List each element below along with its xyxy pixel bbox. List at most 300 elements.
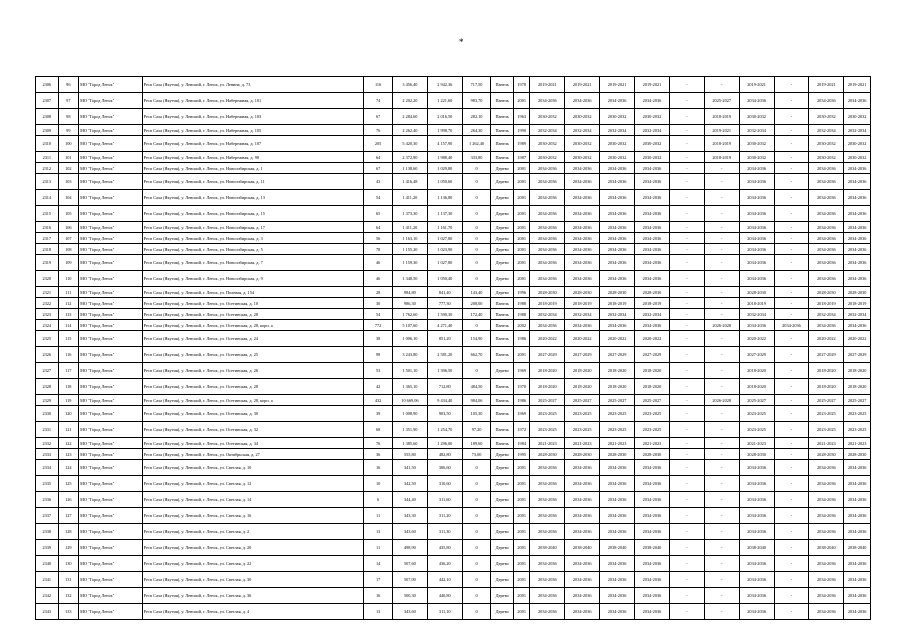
cell-period-col-7: 2032-2034 [739, 125, 774, 136]
table-row [36, 524, 871, 540]
cell-living-area: 1 027,80 [427, 233, 462, 244]
cell-row-number: 2309 [36, 125, 59, 136]
cell-period-col-5: - [669, 109, 704, 125]
cell-period-col-6: - [704, 244, 739, 255]
cell-wall-material: Дерево [491, 508, 514, 524]
cell-period-col-5: - [669, 93, 704, 109]
cell-period-col-9: 2034-2036 [809, 163, 844, 174]
cell-period-col-4: 2034-2036 [635, 492, 670, 508]
table-row [36, 438, 871, 449]
cell-residents: 17 [364, 572, 393, 588]
cell-living-area: 851,20 [427, 331, 462, 347]
cell-address: Респ Саха (Якутия), у. Ленский, г. Ленск, ул. Набережная, д. 101 [142, 93, 364, 109]
cell-period-col-2: 2018-2020 [565, 363, 600, 379]
cell-local-number: 131 [58, 572, 79, 588]
cell-period-col-5: - [669, 320, 704, 331]
cell-address: Респ Саха (Якутия), у. Ленский, г. Ленск, ул. Набережная, д. 107 [142, 136, 364, 152]
cell-period-col-4: 2034-2036 [635, 524, 670, 540]
cell-row-number: 2314 [36, 190, 59, 206]
cell-wall-material: Панель [491, 93, 514, 109]
cell-build-year: 2001 [513, 508, 529, 524]
cell-total-area: 343,60 [392, 524, 427, 540]
cell-period-col-4: 2034-2036 [635, 320, 670, 331]
cell-local-number: 133 [58, 604, 79, 620]
cell-address: Респ Саха (Якутия), у. Ленский, г. Ленск, ул. Осетинская, д. 30 [142, 406, 364, 422]
cell-living-area: 1 254,70 [427, 422, 462, 438]
cell-period-col-8: - [774, 222, 809, 233]
cell-period-col-9: 2025-2027 [809, 395, 844, 406]
cell-local-number: 101 [58, 152, 79, 163]
cell-municipality: МО "Город Ленск" [79, 93, 143, 109]
cell-period-col-2: 2028-2030 [565, 449, 600, 460]
cell-build-year: 2001 [513, 244, 529, 255]
cell-period-col-2: 2023-2025 [565, 422, 600, 438]
table-row [36, 492, 871, 508]
cell-period-col-4: 2034-2036 [635, 556, 670, 572]
cell-total-area: 343,60 [392, 604, 427, 620]
cell-total-area: 10 669,06 [392, 395, 427, 406]
cell-living-area: 306,60 [427, 460, 462, 476]
cell-period-col-7: 2034-2036 [739, 163, 774, 174]
cell-period-col-8: - [774, 163, 809, 174]
cell-period-col-5: - [669, 347, 704, 363]
cell-period-col-7: 2034-2036 [739, 556, 774, 572]
cell-wall-material: Панель [491, 309, 514, 320]
cell-period-col-9: 2034-2036 [809, 320, 844, 331]
cell-wall-material: Дерево [491, 222, 514, 233]
cell-total-area: 2 202,20 [392, 93, 427, 109]
cell-period-col-3: 2018-2020 [600, 379, 635, 395]
cell-period-col-1: 2020-2022 [530, 331, 565, 347]
cell-living-area: 777,30 [427, 298, 462, 309]
cell-period-col-1: 2034-2036 [530, 206, 565, 222]
cell-period-col-1: 2034-2036 [530, 524, 565, 540]
cell-living-area: 1 161,70 [427, 222, 462, 233]
cell-period-col-4: 2034-2036 [635, 604, 670, 620]
cell-period-col-1: 2021-2023 [530, 438, 565, 449]
cell-period-col-4: 2032-2034 [635, 125, 670, 136]
cell-period-col-3: 2034-2036 [600, 604, 635, 620]
cell-period-col-6: 2026-2028 [704, 395, 739, 406]
cell-period-col-6: - [704, 77, 739, 93]
cell-period-col-5: - [669, 476, 704, 492]
cell-period-col-4: 2034-2036 [635, 244, 670, 255]
cell-period-col-9: 2038-2040 [809, 540, 844, 556]
cell-period-col-4: 2018-2020 [635, 363, 670, 379]
cell-municipality: МО "Город Ленск" [79, 604, 143, 620]
cell-period-col-4: 2028-2030 [635, 449, 670, 460]
cell-nonresidential-area: 0 [462, 604, 491, 620]
cell-wall-material: Дерево [491, 588, 514, 604]
cell-period-col-1: 2034-2036 [530, 255, 565, 271]
table-row [36, 476, 871, 492]
cell-nonresidential-area: 0 [462, 206, 491, 222]
cell-period-col-2: 2034-2036 [565, 174, 600, 190]
cell-municipality: МО "Город Ленск" [79, 395, 143, 406]
cell-period-col-2: 2034-2036 [565, 255, 600, 271]
cell-period-col-9: 2034-2036 [809, 492, 844, 508]
cell-build-year: 1969 [513, 406, 529, 422]
cell-period-col-1: 2034-2036 [530, 244, 565, 255]
cell-address: Респ Саха (Якутия), у. Ленский, г. Ленск, ул. Новосибирская, д. 15 [142, 206, 364, 222]
cell-period-col-1: 2018-2020 [530, 363, 565, 379]
cell-period-col-10: 2027-2029 [844, 347, 871, 363]
cell-period-col-8: - [774, 422, 809, 438]
cell-build-year: 1986 [513, 395, 529, 406]
cell-period-col-6: - [704, 572, 739, 588]
cell-period-col-5: - [669, 309, 704, 320]
cell-period-col-5: - [669, 125, 704, 136]
cell-period-col-2: 2034-2036 [565, 271, 600, 287]
cell-residents: 16 [364, 588, 393, 604]
cell-period-col-7: 2023-2025 [739, 422, 774, 438]
cell-period-col-6: - [704, 222, 739, 233]
cell-address: Респ Саха (Якутия), у. Ленский, г. Ленск, ул. Новосибирская, д. 13 [142, 190, 364, 206]
cell-period-col-4: 2038-2040 [635, 540, 670, 556]
cell-row-number: 2336 [36, 492, 59, 508]
cell-residents: 53 [364, 363, 393, 379]
cell-period-col-5: - [669, 298, 704, 309]
cell-wall-material: Дерево [491, 540, 514, 556]
cell-period-col-2: 2034-2036 [565, 604, 600, 620]
cell-residents: 16 [364, 460, 393, 476]
cell-period-col-7: 2030-2032 [739, 152, 774, 163]
cell-local-number: 117 [58, 363, 79, 379]
cell-wall-material: Панель [491, 320, 514, 331]
cell-period-col-9: 2018-2019 [809, 298, 844, 309]
cell-total-area: 1 163,10 [392, 233, 427, 244]
cell-period-col-4: 2018-2019 [635, 298, 670, 309]
cell-period-col-8: - [774, 152, 809, 163]
cell-build-year: 1996 [513, 287, 529, 298]
cell-municipality: МО "Город Ленск" [79, 309, 143, 320]
table-row [36, 109, 871, 125]
cell-period-col-1: 2023-2025 [530, 422, 565, 438]
cell-total-area: 342,50 [392, 476, 427, 492]
cell-address: Респ Саха (Якутия), у. Ленский, г. Ленск, ул. Новосибирская, д. 17 [142, 222, 364, 233]
cell-period-col-3: 2034-2036 [600, 233, 635, 244]
cell-period-col-4: 2034-2036 [635, 508, 670, 524]
cell-living-area: 1 998,70 [427, 125, 462, 136]
cell-period-col-4: 2020-2022 [635, 331, 670, 347]
cell-municipality: МО "Город Ленск" [79, 109, 143, 125]
cell-local-number: 114 [58, 320, 79, 331]
cell-address: Респ Саха (Якутия), у. Ленский, г. Ленск, ул. Полевая, д. 154 [142, 287, 364, 298]
cell-period-col-8: - [774, 572, 809, 588]
table-row [36, 271, 871, 287]
cell-period-col-9: 2032-2034 [809, 309, 844, 320]
cell-row-number: 2343 [36, 604, 59, 620]
table-row [36, 206, 871, 222]
cell-period-col-8: - [774, 395, 809, 406]
cell-nonresidential-area: 282,10 [462, 109, 491, 125]
cell-total-area: 341,50 [392, 460, 427, 476]
cell-nonresidential-area: 0 [462, 222, 491, 233]
cell-total-area: 1 416,48 [392, 174, 427, 190]
cell-build-year: 2001 [513, 492, 529, 508]
cell-period-col-5: - [669, 363, 704, 379]
cell-local-number: 125 [58, 476, 79, 492]
cell-build-year: 1984 [513, 438, 529, 449]
cell-municipality: МО "Город Ленск" [79, 556, 143, 572]
cell-period-col-6: - [704, 363, 739, 379]
cell-address: Респ Саха (Якутия), у. Ленский, г. Ленск, ул. Осетинская, д. 24 [142, 331, 364, 347]
cell-total-area: 500,30 [392, 588, 427, 604]
cell-local-number: 103 [58, 174, 79, 190]
cell-period-col-4: 2032-2034 [635, 309, 670, 320]
cell-wall-material: Панель [491, 125, 514, 136]
cell-total-area: 344,40 [392, 492, 427, 508]
cell-row-number: 2339 [36, 540, 59, 556]
cell-period-col-6: - [704, 347, 739, 363]
housing-register-table [35, 76, 871, 620]
cell-build-year: 1988 [513, 298, 529, 309]
cell-period-col-4: 2023-2025 [635, 422, 670, 438]
cell-address: Респ Саха (Якутия), у. Ленский, г. Ленск, ул. Осетинская, д. 34 [142, 438, 364, 449]
cell-wall-material: Панель [491, 379, 514, 395]
cell-period-col-4: 2028-2030 [635, 287, 670, 298]
cell-period-col-2: 2020-2022 [565, 331, 600, 347]
cell-living-area: 311,60 [427, 492, 462, 508]
table-row [36, 233, 871, 244]
cell-address: Респ Саха (Якутия), у. Ленский, г. Ленск, ул. Светлая, д. 10 [142, 460, 364, 476]
cell-period-col-6: - [704, 331, 739, 347]
cell-municipality: МО "Город Ленск" [79, 406, 143, 422]
cell-period-col-1: 2034-2036 [530, 588, 565, 604]
cell-local-number: 112 [58, 298, 79, 309]
cell-period-col-1: 2023-2025 [530, 406, 565, 422]
cell-nonresidential-area: 0 [462, 588, 491, 604]
cell-period-col-8: - [774, 206, 809, 222]
cell-period-col-6: - [704, 460, 739, 476]
cell-local-number: 127 [58, 508, 79, 524]
cell-living-area: 311,30 [427, 524, 462, 540]
cell-period-col-9: 2018-2020 [809, 363, 844, 379]
cell-period-col-10: 2034-2036 [844, 460, 871, 476]
cell-period-col-8: - [774, 125, 809, 136]
cell-address: Респ Саха (Якутия), у. Ленский, г. Ленск, ул. Светлая, д. 14 [142, 492, 364, 508]
cell-residents: 205 [364, 136, 393, 152]
cell-municipality: МО "Город Ленск" [79, 572, 143, 588]
cell-total-area: 5 420,30 [392, 136, 427, 152]
cell-living-area: 1 396,50 [427, 363, 462, 379]
cell-period-col-5: - [669, 77, 704, 93]
cell-address: Респ Саха (Якутия), у. Ленский, г. Ленск, ул. Ленина, д. 73 [142, 77, 364, 93]
cell-period-col-2: 2025-2027 [565, 395, 600, 406]
cell-row-number: 2310 [36, 136, 59, 152]
cell-period-col-10: 2025-2027 [844, 395, 871, 406]
cell-period-col-6: - [704, 422, 739, 438]
cell-period-col-1: 2032-2034 [530, 309, 565, 320]
cell-period-col-5: - [669, 190, 704, 206]
cell-row-number: 2338 [36, 524, 59, 540]
cell-local-number: 126 [58, 492, 79, 508]
cell-period-col-4: 2034-2036 [635, 233, 670, 244]
cell-nonresidential-area: 0 [462, 190, 491, 206]
cell-wall-material: Дерево [491, 556, 514, 572]
cell-municipality: МО "Город Ленск" [79, 476, 143, 492]
cell-period-col-8: - [774, 363, 809, 379]
cell-nonresidential-area: 0 [462, 460, 491, 476]
cell-period-col-5: - [669, 379, 704, 395]
cell-period-col-10: 2032-2034 [844, 309, 871, 320]
cell-period-col-3: 2034-2036 [600, 508, 635, 524]
cell-build-year: 1986 [513, 331, 529, 347]
cell-period-col-3: 2030-2032 [600, 109, 635, 125]
cell-period-col-8: - [774, 287, 809, 298]
cell-period-col-6: 2019-2021 [704, 125, 739, 136]
cell-row-number: 2328 [36, 379, 59, 395]
cell-row-number: 2341 [36, 572, 59, 588]
cell-period-col-5: - [669, 508, 704, 524]
cell-municipality: МО "Город Ленск" [79, 492, 143, 508]
cell-period-col-6: - [704, 271, 739, 287]
cell-nonresidential-area: 0 [462, 271, 491, 287]
cell-period-col-7: 2038-2040 [739, 540, 774, 556]
table-row [36, 460, 871, 476]
cell-period-col-1: 2034-2036 [530, 492, 565, 508]
cell-address: Респ Саха (Якутия), у. Ленский, г. Ленск, ул. Осетинская, д. 26 [142, 363, 364, 379]
cell-period-col-10: 2019-2021 [844, 77, 871, 93]
cell-address: Респ Саха (Якутия), у. Ленский, г. Ленск, ул. Светлая, д. 30 [142, 572, 364, 588]
cell-municipality: МО "Город Ленск" [79, 588, 143, 604]
cell-period-col-10: 2034-2036 [844, 190, 871, 206]
cell-period-col-6: - [704, 298, 739, 309]
cell-period-col-7: 2034-2036 [739, 492, 774, 508]
cell-build-year: 2001 [513, 540, 529, 556]
cell-period-col-7: 2028-2030 [739, 287, 774, 298]
cell-period-col-7: 2030-2032 [739, 136, 774, 152]
cell-period-col-8: - [774, 255, 809, 271]
cell-period-col-9: 2034-2036 [809, 255, 844, 271]
cell-nonresidential-area: 172,40 [462, 309, 491, 320]
cell-period-col-8: - [774, 331, 809, 347]
cell-period-col-1: 2034-2036 [530, 460, 565, 476]
cell-period-col-8: - [774, 556, 809, 572]
cell-nonresidential-area: 0 [462, 508, 491, 524]
cell-period-col-3: 2034-2036 [600, 588, 635, 604]
cell-period-col-2: 2034-2036 [565, 190, 600, 206]
cell-row-number: 2311 [36, 152, 59, 163]
cell-row-number: 2319 [36, 255, 59, 271]
cell-municipality: МО "Город Ленск" [79, 460, 143, 476]
cell-period-col-7: 2034-2036 [739, 476, 774, 492]
cell-local-number: 118 [58, 379, 79, 395]
cell-municipality: МО "Город Ленск" [79, 331, 143, 347]
cell-total-area: 1 155,20 [392, 244, 427, 255]
cell-period-col-9: 2034-2036 [809, 233, 844, 244]
cell-row-number: 2307 [36, 93, 59, 109]
cell-period-col-5: - [669, 406, 704, 422]
cell-period-col-6: - [704, 309, 739, 320]
cell-local-number: 123 [58, 449, 79, 460]
cell-period-col-10: 2034-2036 [844, 492, 871, 508]
cell-period-col-9: 2030-2032 [809, 109, 844, 125]
cell-address: Респ Саха (Якутия), у. Ленский, г. Ленск, ул. Осетинская, д. 28 [142, 309, 364, 320]
cell-build-year: 2001 [513, 588, 529, 604]
cell-period-col-9: 2034-2036 [809, 604, 844, 620]
cell-total-area: 507,60 [392, 556, 427, 572]
cell-municipality: МО "Город Ленск" [79, 449, 143, 460]
cell-period-col-8: - [774, 508, 809, 524]
table-row [36, 163, 871, 174]
cell-period-col-9: 2027-2029 [809, 347, 844, 363]
cell-address: Респ Саха (Якутия), у. Ленский, г. Ленск, ул. Осетинская, д. 32 [142, 422, 364, 438]
cell-period-col-5: - [669, 572, 704, 588]
cell-period-col-3: 2018-2020 [600, 363, 635, 379]
cell-residents: 56 [364, 233, 393, 244]
cell-row-number: 2332 [36, 438, 59, 449]
cell-nonresidential-area: 0 [462, 492, 491, 508]
cell-period-col-1: 2034-2036 [530, 476, 565, 492]
cell-period-col-1: 2034-2036 [530, 233, 565, 244]
cell-wall-material: Дерево [491, 163, 514, 174]
cell-period-col-2: 2034-2036 [565, 524, 600, 540]
cell-total-area: 2 372,90 [392, 152, 427, 163]
cell-living-area: 436,20 [427, 556, 462, 572]
cell-period-col-10: 2034-2036 [844, 604, 871, 620]
cell-period-col-1: 2018-2020 [530, 379, 565, 395]
cell-period-col-10: 2034-2036 [844, 556, 871, 572]
cell-period-col-4: 2021-2023 [635, 438, 670, 449]
cell-period-col-6: 2025-2027 [704, 93, 739, 109]
table-row [36, 588, 871, 604]
cell-nonresidential-area: 0 [462, 556, 491, 572]
cell-row-number: 2326 [36, 347, 59, 363]
cell-period-col-9: 2034-2036 [809, 206, 844, 222]
cell-period-col-2: 2034-2036 [565, 508, 600, 524]
cell-period-col-6: - [704, 174, 739, 190]
cell-local-number: 115 [58, 331, 79, 347]
cell-period-col-6: - [704, 438, 739, 449]
cell-local-number: 113 [58, 309, 79, 320]
cell-row-number: 2329 [36, 395, 59, 406]
cell-row-number: 2318 [36, 244, 59, 255]
cell-period-col-6: - [704, 508, 739, 524]
cell-total-area: 1 411,20 [392, 190, 427, 206]
cell-period-col-7: 2034-2036 [739, 93, 774, 109]
cell-row-number: 2312 [36, 163, 59, 174]
cell-period-col-2: 2018-2020 [565, 379, 600, 395]
cell-row-number: 2308 [36, 109, 59, 125]
cell-address: Респ Саха (Якутия), у. Ленский, г. Ленск, ул. Светлая, д. 4 [142, 604, 364, 620]
cell-period-col-10: 2034-2036 [844, 476, 871, 492]
table-row [36, 406, 871, 422]
cell-nonresidential-area: 143,40 [462, 287, 491, 298]
cell-period-col-3: 2034-2036 [600, 222, 635, 233]
cell-period-col-2: 2027-2029 [565, 347, 600, 363]
cell-municipality: МО "Город Ленск" [79, 379, 143, 395]
cell-nonresidential-area: 154,90 [462, 331, 491, 347]
cell-period-col-3: 2034-2036 [600, 163, 635, 174]
cell-period-col-10: 2034-2036 [844, 524, 871, 540]
cell-total-area: 555,80 [392, 449, 427, 460]
cell-wall-material: Панель [491, 395, 514, 406]
cell-local-number: 129 [58, 540, 79, 556]
cell-wall-material: Дерево [491, 476, 514, 492]
cell-address: Респ Саха (Якутия), у. Ленский, г. Ленск, ул. Набережная, д. 98 [142, 152, 364, 163]
cell-wall-material: Дерево [491, 190, 514, 206]
cell-build-year: 2001 [513, 524, 529, 540]
cell-row-number: 2342 [36, 588, 59, 604]
cell-residents: 64 [364, 222, 393, 233]
cell-period-col-5: - [669, 206, 704, 222]
cell-period-col-9: 2030-2032 [809, 136, 844, 152]
cell-period-col-3: 2019-2021 [600, 77, 635, 93]
cell-period-col-4: 2034-2036 [635, 190, 670, 206]
table-row [36, 77, 871, 93]
cell-living-area: 442,10 [427, 572, 462, 588]
